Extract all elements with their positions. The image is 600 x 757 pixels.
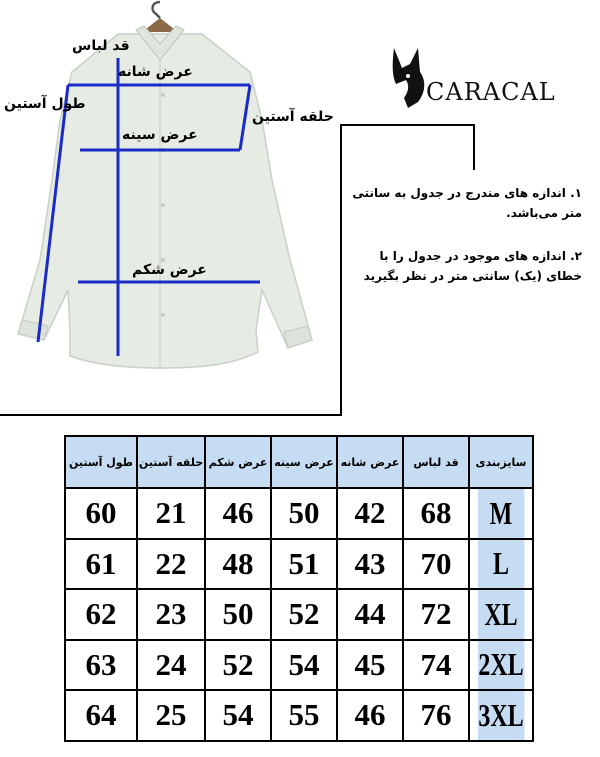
label-chest: عرض سینه [122,127,198,143]
cell-waist: 48 [205,539,271,590]
cell-waist: 54 [205,690,271,741]
frame-top [340,124,475,126]
table-row [65,640,533,691]
header-length: قد لباس [403,436,469,488]
cell-chest: 52 [271,589,337,640]
size-label: M [477,488,525,539]
size-label: 2XL [477,640,525,691]
cell-sleeve-length: 60 [65,488,137,539]
cell-chest: 54 [271,640,337,691]
size-label: XL [477,589,525,640]
cell-chest: 51 [271,539,337,590]
table-row [65,690,533,741]
size-label: 3XL [477,690,525,741]
label-length: قد لباس [72,38,130,54]
header-sleeve-length: طول آستین [65,436,137,488]
note-2: ۲. اندازه های موجود در جدول را با خطای (یک) سانتی متر در نظر بگیرید [363,249,582,283]
cell-sleeve-ring: 23 [137,589,205,640]
brand-name: CARACAL [426,78,556,106]
cell-length: 74 [403,640,469,691]
cell-length: 68 [403,488,469,539]
cell-chest: 50 [271,488,337,539]
cell-shoulder: 45 [337,640,403,691]
header-shoulder: عرض شانه [337,436,403,488]
cell-sleeve-length: 64 [65,690,137,741]
caracal-head-icon [388,46,428,110]
size-label: L [477,539,525,590]
table-row [65,539,533,590]
header-size: سایزبندی [469,436,533,488]
frame-drop [473,124,475,170]
cell-sleeve-ring: 21 [137,488,205,539]
table-header-row [65,436,533,488]
cell-shoulder: 46 [337,690,403,741]
label-shoulder: عرض شانه [118,64,193,80]
table-row [65,488,533,539]
cell-sleeve-ring: 22 [137,539,205,590]
cell-length: 72 [403,589,469,640]
shirt-illustration [0,0,340,420]
header-waist: عرض شکم [205,436,271,488]
label-sleeve-length: طول آستین [4,96,86,112]
header-chest: عرض سینه [271,436,337,488]
cell-sleeve-length: 63 [65,640,137,691]
cell-sleeve-length: 62 [65,589,137,640]
cell-waist: 46 [205,488,271,539]
note-1: ۱. اندازه های مندرج در جدول به سانتی متر می‌باشد. [352,186,582,220]
label-waist: عرض شکم [132,262,207,278]
frame-vertical [340,124,342,416]
frame-bottom [0,414,342,416]
hanger-icon [142,2,178,32]
cell-length: 70 [403,539,469,590]
table-row [65,589,533,640]
cell-sleeve-ring: 25 [137,690,205,741]
brand-logo [388,46,558,116]
cell-length: 76 [403,690,469,741]
cell-shoulder: 42 [337,488,403,539]
label-sleeve-ring: حلقه آستین [252,109,334,125]
cell-waist: 52 [205,640,271,691]
cell-chest: 55 [271,690,337,741]
header-sleeve-ring: حلقه آستین [137,436,205,488]
size-table [64,435,534,742]
cell-sleeve-length: 61 [65,539,137,590]
cell-waist: 50 [205,589,271,640]
cell-shoulder: 43 [337,539,403,590]
cell-sleeve-ring: 24 [137,640,205,691]
cell-shoulder: 44 [337,589,403,640]
